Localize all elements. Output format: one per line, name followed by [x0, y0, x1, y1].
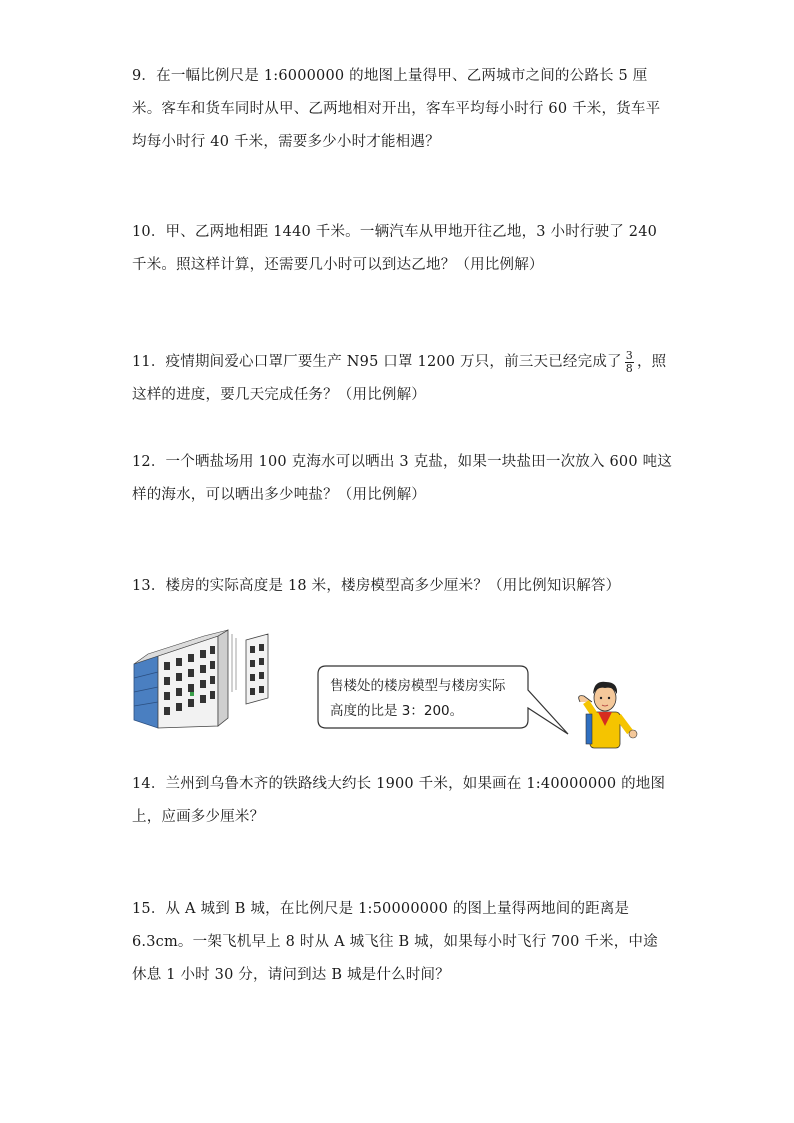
- fraction-denominator: 8: [625, 361, 633, 375]
- question-15: [132, 893, 672, 992]
- illustration-svg: [128, 622, 648, 752]
- question-14-text: 14．兰州到乌鲁木齐的铁路线大约长 1900 千米，如果画在 1:40000000 的地图上，应画多少厘米？: [132, 776, 666, 825]
- question-12-text: 12．一个晒盐场用 100 克海水可以晒出 3 克盐，如果一块盐田一次放入 600 吨这样的海水，可以晒出多少吨盐？（用比例解）: [132, 454, 672, 503]
- question-11-text-before: 11．疫情期间爱心口罩厂要生产 N95 口罩 1200 万只，前三天已经完成了: [132, 354, 622, 370]
- fraction-three-eighths: [625, 350, 634, 375]
- bubble-line-2: 高度的比是 3：200。: [330, 703, 464, 719]
- question-13: [132, 570, 672, 603]
- question-11-text-after: ，照这样的进度，要几天完成任务？（用比例解）: [132, 354, 667, 403]
- question-10-text: 10．甲、乙两地相距 1440 千米。一辆汽车从甲地开往乙地，3 小时行驶了 240 千米。照这样计算，还需要几小时可以到达乙地？（用比例解）: [132, 224, 658, 273]
- question-14: [132, 768, 672, 834]
- question-10: [132, 216, 672, 282]
- question-9-text: 9．在一幅比例尺是 1:6000000 的地图上量得甲、乙两城市之间的公路长 5 厘米。客车和货车同时从甲、乙两地相对开出，客车平均每小时行 60 千米，货车平均每小时行 40 千米，需要多少小时才能相遇？: [132, 68, 661, 150]
- question-15-text: 15．从 A 城到 B 城，在比例尺是 1:50000000 的图上量得两地间的距离是 6.3cm。一架飞机早上 8 时从 A 城飞往 B 城，如果每小时飞行 700 千米，中途休息 1 小时 30 分，请问到达 B 城是什么时间？: [132, 901, 658, 983]
- question-13-illustration: [128, 622, 648, 752]
- building-model-image: [134, 630, 268, 728]
- question-9: [132, 60, 672, 159]
- question-11: [132, 346, 672, 412]
- fraction-numerator: 3: [625, 348, 633, 362]
- bubble-line-1: 售楼处的楼房模型与楼房实际: [330, 678, 506, 694]
- speech-bubble: [318, 666, 568, 734]
- boy-character-image: [579, 682, 637, 748]
- question-13-text: 13．楼房的实际高度是 18 米，楼房模型高多少厘米？（用比例知识解答）: [132, 578, 621, 594]
- question-12: [132, 446, 672, 512]
